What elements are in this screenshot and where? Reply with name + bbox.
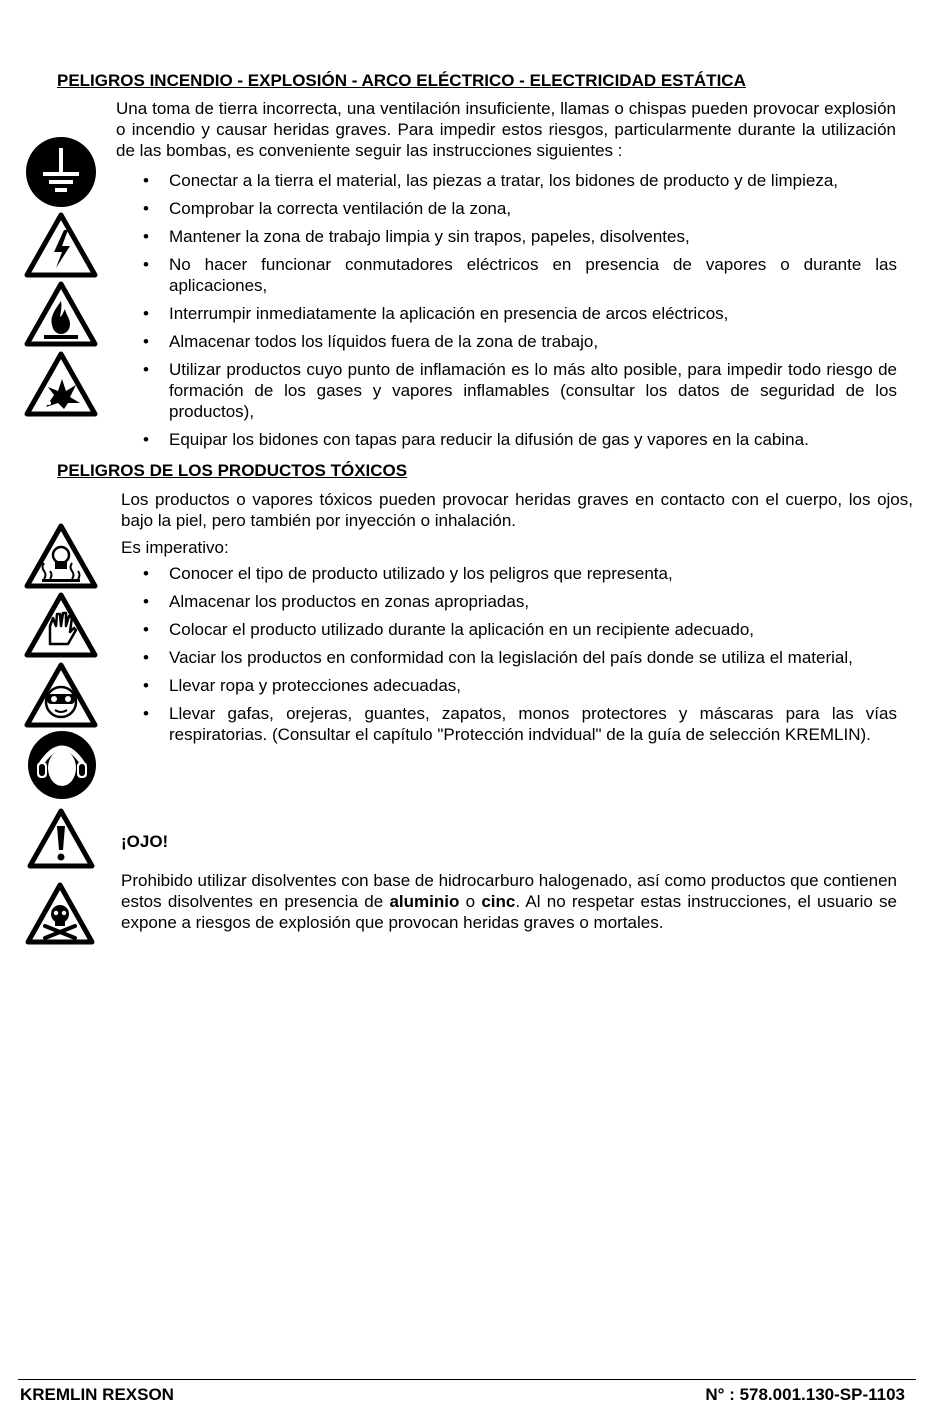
section2-lead: Es imperativo:	[121, 538, 229, 557]
list-item: • Conectar a la tierra el material, las piezas a tratar, los bidones de producto y de limpieza,	[143, 170, 897, 191]
warning-bold-aluminio: aluminio	[389, 892, 460, 911]
list-item: • Mantener la zona de trabajo limpia y sin trapos, papeles, disolventes,	[143, 226, 897, 247]
section1-intro: Una toma de tierra incorrecta, una ventilación insuficiente, llamas o chispas pueden provocar explosión o incendio y causar heridas graves. Para impedir estos riesgos, particularmente durante la utilización de las bombas, es conveniente seguir las instrucciones siguientes :	[116, 99, 896, 160]
list-item: • No hacer funcionar conmutadores eléctricos en presencia de vapores o durante las aplicaciones,	[143, 254, 897, 296]
list-item: • Utilizar productos cuyo punto de inflamación es lo más alto posible, para impedir todo riesgo de formación de los gases y vapores inflamables (consultar los datos de seguridad de los productos),	[143, 359, 897, 422]
list-item: • Conocer el tipo de producto utilizado y los peligros que representa,	[143, 563, 897, 584]
list-item: • Colocar el producto utilizado durante la aplicación en un recipiente adecuado,	[143, 619, 897, 640]
warning-text-part: . Al no respetar estas instrucciones, el usuario se expone a riesgos de explosión que provocan heridas graves o mortales.	[121, 892, 898, 932]
section1-list	[143, 170, 897, 457]
exclamation-warning-icon	[27, 808, 95, 870]
list-item: • Equipar los bidones con tapas para reducir la difusión de gas y vapores en la cabina.	[143, 429, 897, 450]
list-item: • Interrumpir inmediatamente la aplicación en presencia de arcos eléctricos,	[143, 303, 897, 324]
explosion-icon	[24, 351, 98, 417]
list-item: • Llevar ropa y protecciones adecuadas,	[143, 675, 897, 696]
warning-text-part: Prohibido utilizar disolventes con base de hidrocarburo halogenado, así como productos que contienen estos disolventes en presencia de	[121, 871, 897, 911]
list-item: • Almacenar los productos en zonas apropriadas,	[143, 591, 897, 612]
ear-protection-icon	[27, 730, 97, 800]
toxic-vapor-icon	[24, 523, 98, 589]
section-title-fire-explosion: PELIGROS INCENDIO - EXPLOSIÓN - ARCO ELÉCTRICO - ELECTRICIDAD ESTÁTICA	[57, 71, 746, 90]
ground-icon	[25, 136, 97, 208]
section-title-toxic-products: PELIGROS DE LOS PRODUCTOS TÓXICOS	[57, 461, 408, 480]
warning-title: ¡OJO!	[121, 832, 169, 851]
electric-shock-icon	[24, 212, 98, 278]
warning-text-part: o	[459, 892, 482, 911]
warning-bold-cinc: cinc	[481, 892, 516, 911]
footer-document-number: N° : 578.001.130-SP-1103	[705, 1385, 905, 1404]
flammable-icon	[24, 281, 98, 347]
glove-icon	[24, 592, 98, 658]
warning-text	[121, 870, 897, 933]
section2-list	[143, 563, 897, 752]
list-item: • Vaciar los productos en conformidad con la legislación del país donde se utiliza el material,	[143, 647, 897, 668]
list-item: • Almacenar todos los líquidos fuera de la zona de trabajo,	[143, 331, 897, 352]
footer-divider	[18, 1379, 916, 1380]
footer-company: KREMLIN REXSON	[20, 1385, 174, 1404]
skull-crossbones-icon	[25, 882, 95, 946]
list-item: • Comprobar la correcta ventilación de la zona,	[143, 198, 897, 219]
section2-intro: Los productos o vapores tóxicos pueden provocar heridas graves en contacto con el cuerpo, los ojos, bajo la piel, pero también por inyección o inhalación.	[121, 490, 913, 530]
goggles-icon	[24, 662, 98, 728]
list-item: • Llevar gafas, orejeras, guantes, zapatos, monos protectores y máscaras para las vías respiratorias. (Consultar el capítulo "Protección indvidual" de la guía de selección KREMLIN).	[143, 703, 897, 745]
